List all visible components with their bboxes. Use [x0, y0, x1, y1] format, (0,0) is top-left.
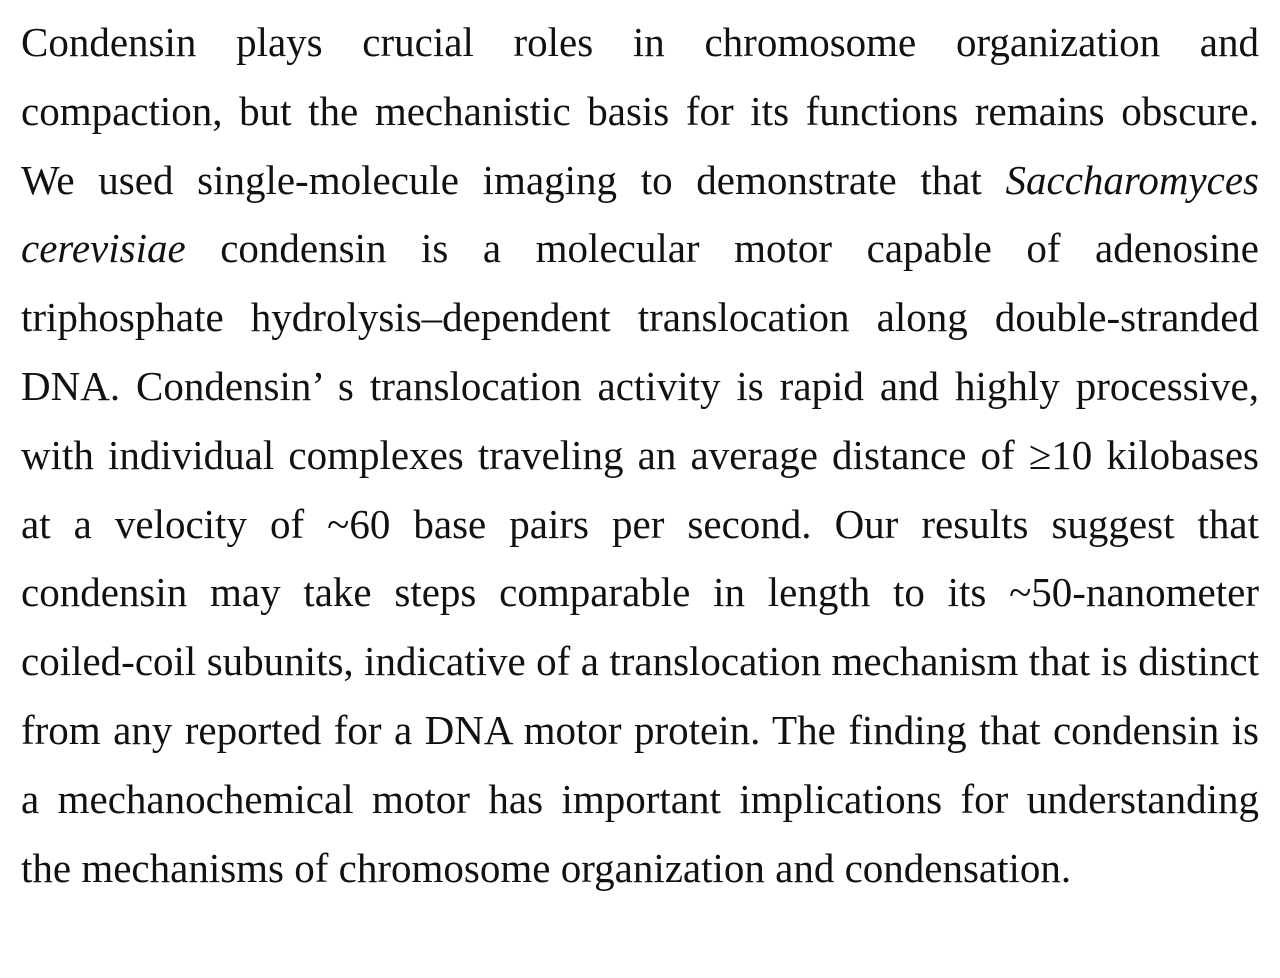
- abstract-paragraph: [21, 8, 1259, 902]
- species-name-italic: Saccharomyces cerevisiae: [21, 156, 1259, 272]
- abstract-text-part-2: condensin is a molecular motor capable of adenosine triphosphate hydrolysis–dependent translocation along double-stranded DNA. Condensin’ s translocation activity is rapid and highly processive, with individual complexes traveling an average distance of ≥10 kilobases at a velocity of ~60 base pairs per second. Our results suggest that condensin may take steps comparable in length to its ~50-nanometer coiled-coil subunits, indicative of a translocation mechanism that is distinct from any reported for a DNA motor protein. The finding that condensin is a mechanochemical motor has important implications for understanding the mechanisms of chromosome organization and condensation.: [21, 225, 1259, 891]
- abstract-text-part-1: Condensin plays crucial roles in chromosome organization and compaction, but the mechanistic basis for its functions remains obscure. We used single-molecule imaging to demonstrate that: [21, 19, 1259, 203]
